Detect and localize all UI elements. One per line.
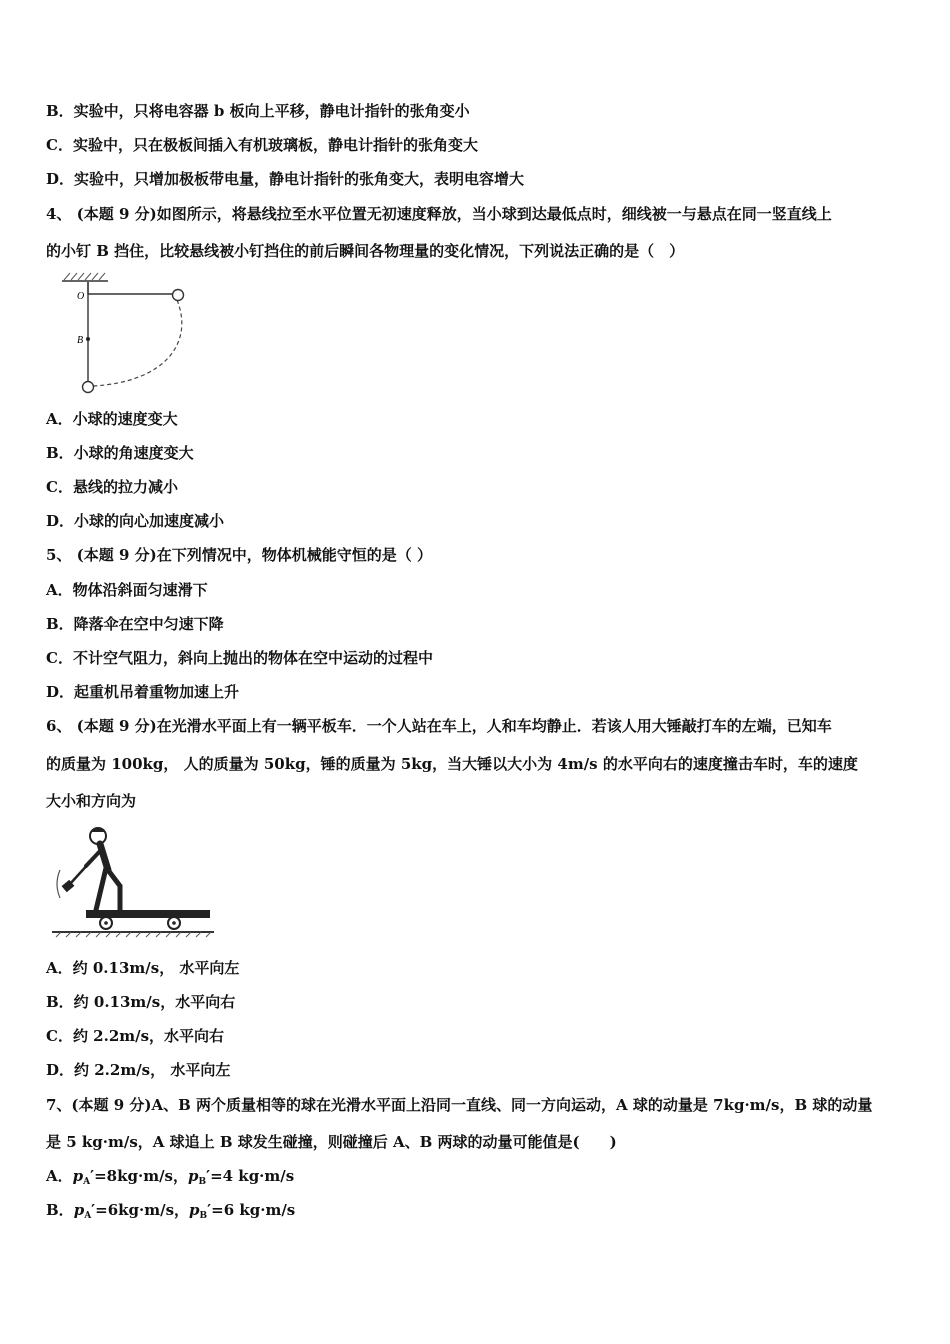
prime-mark: ′ <box>90 1167 95 1185</box>
q7-stem-line2: 是 5 kg·m/s，A 球追上 B 球发生碰撞，则碰撞后 A、B 两球的动量可能值是( ) <box>46 1133 617 1151</box>
momentum-symbol: p <box>73 1201 85 1219</box>
q6-stem-line2: 的质量为 100kg， 人的质量为 50kg，锤的质量为 5kg，当大锤以大小为 4m/s 的水平向右的速度撞击车时，车的速度 <box>46 755 858 773</box>
swing-path <box>93 300 182 386</box>
prime-mark: ′ <box>207 1201 212 1219</box>
pendulum-figure <box>46 272 206 396</box>
q7-stem-line1: 7、(本题 9 分)A、B 两个质量相等的球在光滑水平面上沿同一直线、同一方向运动，A 球的动量是 7kg·m/s，B 球的动量 <box>46 1096 873 1114</box>
q3-option-b: B．实验中，只将电容器 b 板向上平移，静电计指针的张角变小 <box>46 102 470 120</box>
q7-option-b-label: B． <box>46 1201 74 1219</box>
q6-option-c: C．约 2.2m/s，水平向右 <box>46 1027 225 1045</box>
ceiling-hatch <box>64 273 105 280</box>
q3-option-d: D．实验中，只增加极板带电量，静电计指针的张角变大，表明电容增大 <box>46 170 525 188</box>
subscript-b: B <box>199 1211 208 1221</box>
q4-option-c: C．悬线的拉力减小 <box>46 478 178 496</box>
q7-option-a-pa: =8kg·m/s， <box>94 1167 188 1185</box>
q6-option-d: D．约 2.2m/s， 水平向左 <box>46 1061 231 1079</box>
momentum-symbol: p <box>188 1167 199 1185</box>
momentum-symbol: p <box>72 1167 84 1185</box>
q5-stem: 5、 (本题 9 分)在下列情况中，物体机械能守恒的是（ ） <box>46 546 432 564</box>
q7-option-a <box>46 1166 294 1192</box>
q7-option-b-pa: =6kg·m/s， <box>95 1201 190 1219</box>
q6-stem-line3: 大小和方向为 <box>46 792 137 810</box>
cart-hammer-figure <box>46 824 218 938</box>
ball-start <box>173 290 184 301</box>
q6-stem-line1: 6、 (本题 9 分)在光滑水平面上有一辆平板车．一个人站在车上，人和车均静止．若该人用大锤敲打车的左端，已知车 <box>46 717 832 735</box>
q3-option-c: C．实验中，只在极板间插入有机玻璃板，静电计指针的张角变大 <box>46 136 478 154</box>
q7-option-b-pb: =6 kg·m/s <box>211 1201 296 1219</box>
q5-option-b: B．降落伞在空中匀速下降 <box>46 615 224 633</box>
q6-option-b: B．约 0.13m/s，水平向右 <box>46 993 236 1011</box>
q4-option-b: B．小球的角速度变大 <box>46 444 194 462</box>
ball-bottom <box>83 382 94 393</box>
q4-option-a: A．小球的速度变大 <box>46 410 178 428</box>
q7-option-a-pb: =4 kg·m/s <box>210 1167 295 1185</box>
q7-option-a-label: A． <box>46 1167 73 1185</box>
subscript-a: A <box>83 1177 91 1187</box>
q4-option-d: D．小球的向心加速度减小 <box>46 512 225 530</box>
q4-stem-line2: 的小钉 B 挡住，比较悬线被小钉挡住的前后瞬间各物理量的变化情况，下列说法正确的是（ ） <box>46 242 685 260</box>
q5-option-a: A．物体沿斜面匀速滑下 <box>46 581 208 599</box>
hammer-handle <box>70 862 90 884</box>
nail-b <box>86 337 90 341</box>
q5-option-d: D．起重机吊着重物加速上升 <box>46 683 240 701</box>
q7-option-b <box>46 1200 295 1226</box>
q5-option-c: C．不计空气阻力，斜向上抛出的物体在空中运动的过程中 <box>46 649 433 667</box>
q6-option-a: A．约 0.13m/s， 水平向左 <box>46 959 240 977</box>
prime-mark: ′ <box>91 1201 96 1219</box>
subscript-a: A <box>84 1211 92 1221</box>
prime-mark: ′ <box>206 1167 211 1185</box>
subscript-b: B <box>198 1177 207 1187</box>
swing-arc <box>57 870 60 898</box>
momentum-symbol: p <box>189 1201 200 1219</box>
label-o: O <box>77 291 85 302</box>
label-b: B <box>77 335 84 346</box>
person <box>86 828 120 910</box>
q4-stem-line1: 4、 (本题 9 分)如图所示，将悬线拉至水平位置无初速度释放，当小球到达最低点时，细线被一与悬点在同一竖直线上 <box>46 205 832 223</box>
